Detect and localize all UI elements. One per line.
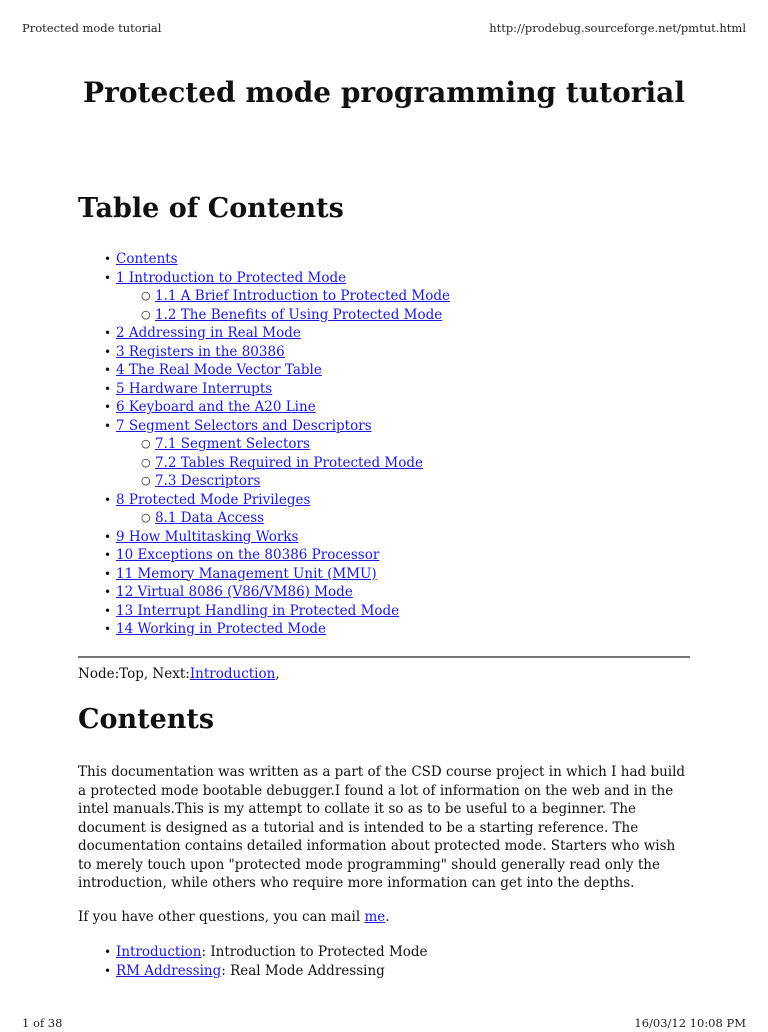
- bullet-icon: •: [104, 964, 112, 978]
- toc-link-contents[interactable]: Contents: [116, 251, 178, 267]
- contents-heading: Contents: [78, 704, 215, 735]
- toc-item: [78, 417, 690, 436]
- print-footer: [22, 1016, 746, 1032]
- bullet-icon: •: [104, 603, 112, 618]
- circle-bullet-icon: ○: [141, 474, 151, 487]
- circle-bullet-icon: ○: [141, 289, 151, 302]
- intro-paragraph: This documentation was written as a part of the CSD course project in which I had build a protected mode bootable debugger.I found a lot of information on the web and in the intel manuals.This is my attempt to collate it so as to be useful to a beginner. The document is designed as a tutorial and is intended to be a starting reference. The documentation contains detailed information about protected mode. Starters who wish to merely touch upon "protected mode programming" should generally read only the introduction, while others who require more information can get into the depths.: [78, 764, 686, 891]
- toc-item: [78, 583, 690, 602]
- bullet-icon: •: [104, 566, 112, 581]
- toc-link-descriptors[interactable]: 7.3 Descriptors: [155, 473, 261, 489]
- bullet-icon: •: [104, 363, 112, 377]
- print-footer-page: 1 of 38: [22, 1016, 63, 1030]
- bullet-icon: •: [104, 622, 112, 636]
- menu-link-introduction[interactable]: Introduction: [116, 944, 202, 960]
- toc-link-multitasking[interactable]: 9 How Multitasking Works: [116, 528, 299, 545]
- mail-prefix: If you have other questions, you can mail: [78, 909, 365, 925]
- toc-item: [78, 380, 690, 399]
- bullet-icon: •: [104, 548, 112, 562]
- toc-item: [78, 269, 690, 288]
- bullet-icon: •: [104, 344, 112, 359]
- toc-link-keyboard-a20[interactable]: 6 Keyboard and the A20 Line: [116, 399, 316, 415]
- toc-item: [78, 620, 690, 639]
- toc-heading: Table of Contents: [78, 193, 344, 224]
- toc-subitem: [78, 472, 690, 491]
- print-header: [22, 21, 746, 37]
- toc-item: [78, 491, 690, 510]
- table-of-contents: [78, 250, 690, 639]
- bullet-icon: •: [104, 492, 112, 507]
- toc-subitem: [78, 454, 690, 473]
- toc-link-data-access[interactable]: 8.1 Data Access: [155, 510, 265, 526]
- toc-link-registers[interactable]: 3 Registers in the 80386: [116, 343, 285, 360]
- bullet-icon: •: [104, 418, 112, 433]
- toc-item: [78, 528, 690, 547]
- toc-link-introduction[interactable]: 1 Introduction to Protected Mode: [116, 269, 347, 286]
- circle-bullet-icon: ○: [141, 511, 151, 524]
- node-nav-suffix: ,: [275, 666, 280, 682]
- bullet-icon: •: [104, 270, 112, 285]
- section-menu: [78, 943, 690, 981]
- toc-item: [78, 398, 690, 417]
- bullet-icon: •: [104, 945, 112, 959]
- toc-subitem: [78, 306, 690, 325]
- node-nav-prefix: Node:Top, Next:: [78, 666, 190, 682]
- toc-link-hardware-interrupts[interactable]: 5 Hardware Interrupts: [116, 380, 273, 397]
- toc-link-interrupt-handling[interactable]: 13 Interrupt Handling in Protected Mode: [116, 602, 400, 619]
- bullet-icon: •: [104, 585, 112, 599]
- toc-link-segment-selectors-descriptors[interactable]: 7 Segment Selectors and Descriptors: [116, 417, 372, 434]
- toc-link-brief-introduction[interactable]: 1.1 A Brief Introduction to Protected Mode: [155, 288, 450, 304]
- circle-bullet-icon: ○: [141, 455, 151, 469]
- menu-description: : Real Mode Addressing: [221, 963, 385, 979]
- toc-item: [78, 361, 690, 380]
- toc-link-privileges[interactable]: 8 Protected Mode Privileges: [116, 491, 311, 508]
- print-footer-datetime: 16/03/12 10:08 PM: [634, 1016, 746, 1030]
- bullet-icon: •: [104, 529, 112, 544]
- mail-me-link[interactable]: me: [364, 909, 386, 925]
- toc-link-tables-required[interactable]: 7.2 Tables Required in Protected Mode: [155, 454, 423, 471]
- bullet-icon: •: [104, 400, 112, 414]
- toc-item: [78, 565, 690, 584]
- next-node-link[interactable]: Introduction: [189, 666, 276, 682]
- toc-item: [78, 602, 690, 621]
- toc-link-addressing[interactable]: 2 Addressing in Real Mode: [116, 325, 301, 341]
- section-menu-item: [78, 943, 690, 962]
- toc-link-segment-selectors[interactable]: 7.1 Segment Selectors: [155, 436, 310, 452]
- mail-paragraph: [78, 909, 390, 925]
- toc-item: [78, 250, 690, 269]
- circle-bullet-icon: ○: [141, 307, 151, 321]
- toc-item: [78, 343, 690, 362]
- page-title: Protected mode programming tutorial: [83, 76, 685, 109]
- menu-link-rm-addressing[interactable]: RM Addressing: [116, 963, 222, 979]
- bullet-icon: •: [104, 381, 112, 396]
- print-header-title: Protected mode tutorial: [22, 21, 162, 35]
- mail-suffix: .: [385, 909, 390, 925]
- toc-subitem: [78, 435, 690, 454]
- toc-link-benefits[interactable]: 1.2 The Benefits of Using Protected Mode: [155, 306, 443, 323]
- toc-link-exceptions[interactable]: 10 Exceptions on the 80386 Processor: [116, 547, 380, 563]
- toc-subitem: [78, 509, 690, 528]
- toc-link-virtual-8086[interactable]: 12 Virtual 8086 (V86/VM86) Mode: [116, 584, 353, 600]
- circle-bullet-icon: ○: [141, 437, 151, 450]
- toc-link-mmu[interactable]: 11 Memory Management Unit (MMU): [116, 565, 377, 582]
- toc-item: [78, 324, 690, 343]
- toc-link-working-protected-mode[interactable]: 14 Working in Protected Mode: [116, 621, 327, 637]
- horizontal-rule: [78, 656, 690, 658]
- section-menu-item: [78, 962, 690, 981]
- bullet-icon: •: [104, 326, 112, 340]
- toc-link-vector-table[interactable]: 4 The Real Mode Vector Table: [116, 362, 322, 378]
- bullet-icon: •: [104, 252, 112, 266]
- print-header-url: http://prodebug.sourceforge.net/pmtut.html: [489, 21, 746, 35]
- menu-description: : Introduction to Protected Mode: [201, 944, 428, 960]
- toc-subitem: [78, 287, 690, 306]
- toc-item: [78, 546, 690, 565]
- node-navigation: [78, 666, 280, 682]
